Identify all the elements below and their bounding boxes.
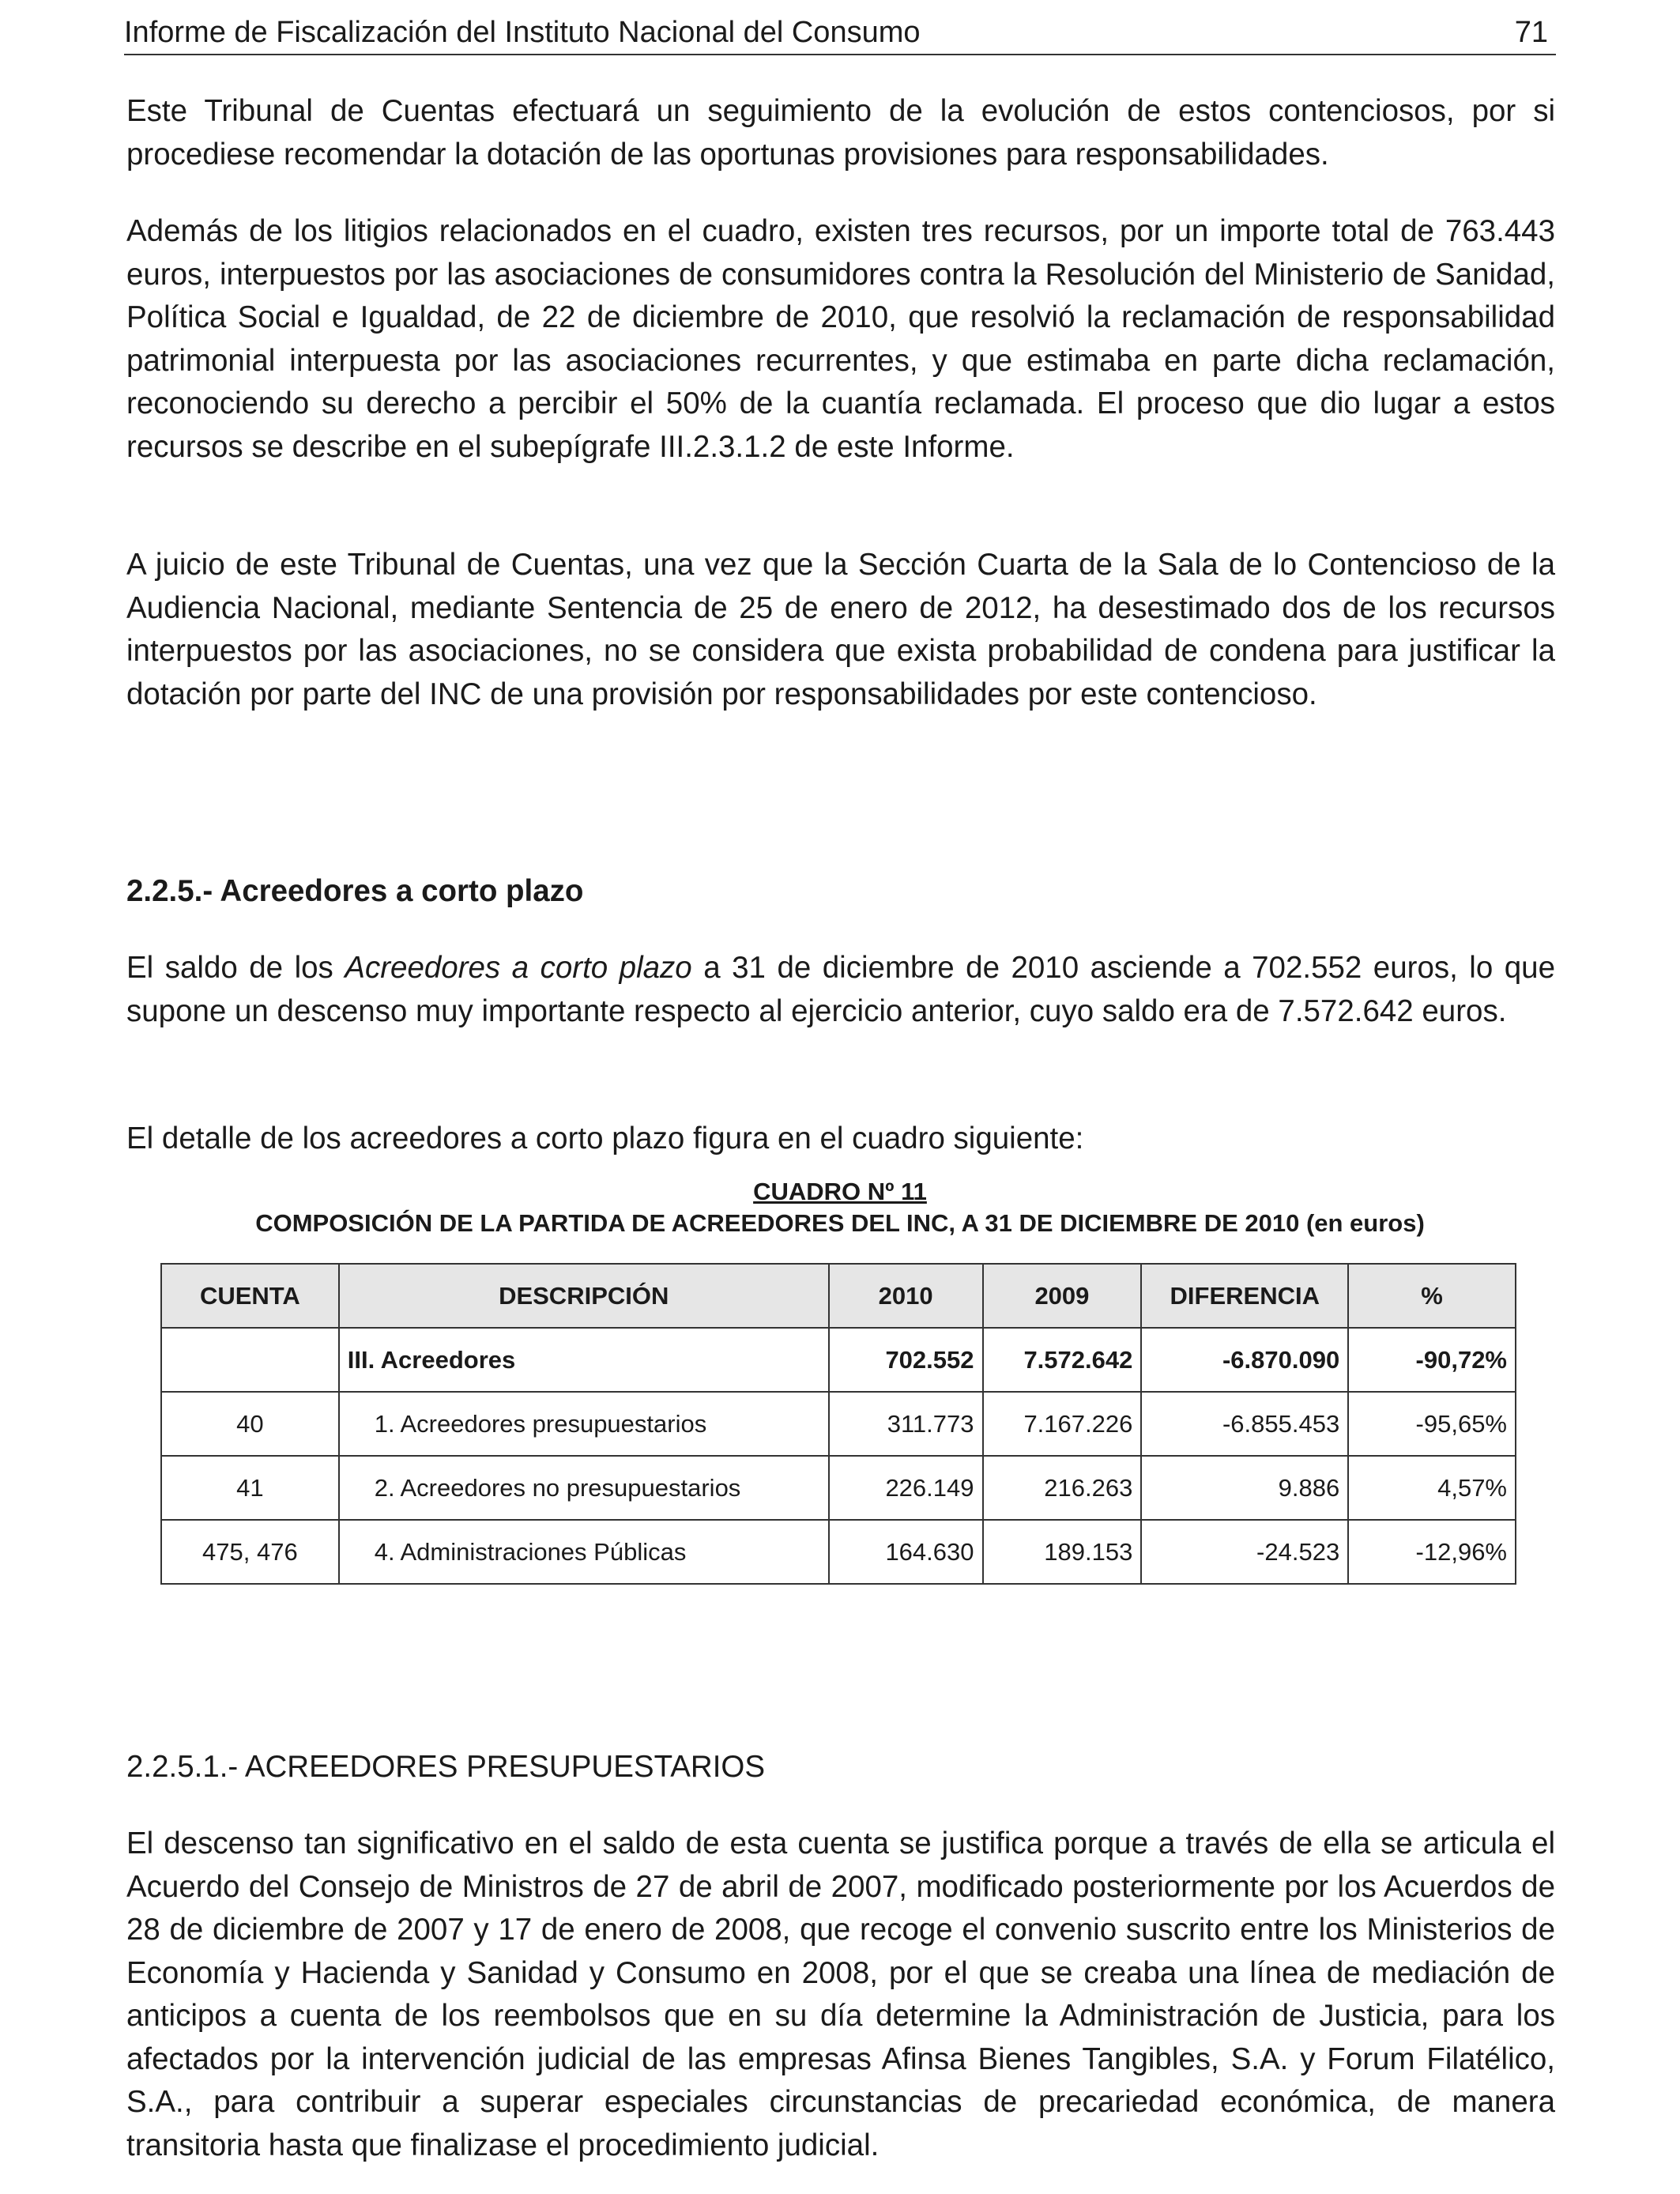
- column-header: 2009: [983, 1264, 1142, 1328]
- table-header-row: [161, 1264, 1516, 1328]
- subsection-heading: 2.2.5.1.- ACREEDORES PRESUPUESTARIOS: [126, 1750, 766, 1784]
- cell-2009: 7.572.642: [983, 1328, 1142, 1392]
- saldo-text-end: a 31 de diciembre de 2010 asciende a 702.552 euros, lo que supone un descenso muy importante respecto al ejercicio anterior, cuyo saldo era de 7.572.642 euros.: [126, 951, 1555, 1028]
- cell-descripcion: 2. Acreedores no presupuestarios: [339, 1456, 829, 1520]
- cell-cuenta: [161, 1328, 339, 1392]
- cell-diferencia: -24.523: [1141, 1520, 1348, 1584]
- cell-cuenta: 41: [161, 1456, 339, 1520]
- section-heading: 2.2.5.- Acreedores a corto plazo: [126, 874, 584, 908]
- cell-porcentaje: -12,96%: [1348, 1520, 1516, 1584]
- cell-diferencia: -6.870.090: [1141, 1328, 1348, 1392]
- paragraph-descenso: El descenso tan significativo en el saldo de esta cuenta se justifica porque a través de ella se articula el Acuerdo del Consejo de Ministros de 27 de abril de 2007, modificado posteriormente por los Acuerdos de 28 de diciembre de 2007 y 17 de enero de 2008, que recoge el convenio suscrito entre los Ministerios de Economía y Hacienda y Sanidad y Consumo en 2008, por el que se creaba una línea de mediación de anticipos a cuenta de los reembolsos que en su día determine la Administración de Justicia, para los afectados por la intervención judicial de las empresas Afinsa Bienes Tangibles, S.A. y Forum Filatélico, S.A., para contribuir a superar especiales circunstancias de precariedad económica, de manera transitoria hasta que finalizase el procedimiento judicial.: [126, 1826, 1555, 2162]
- header-title: Informe de Fiscalización del Instituto Nacional del Consumo: [124, 15, 921, 49]
- table-subtitle: COMPOSICIÓN DE LA PARTIDA DE ACREEDORES DEL INC, A 31 DE DICIEMBRE DE 2010 (en euros): [255, 1209, 1425, 1237]
- cell-2009: 216.263: [983, 1456, 1142, 1520]
- cell-descripcion: 1. Acreedores presupuestarios: [339, 1392, 829, 1456]
- column-header: 2010: [829, 1264, 983, 1328]
- cell-descripcion: 4. Administraciones Públicas: [339, 1520, 829, 1584]
- cell-2009: 7.167.226: [983, 1392, 1142, 1456]
- paragraph-litigios: Además de los litigios relacionados en el cuadro, existen tres recursos, por un importe total de 763.443 euros, interpuestos por las asociaciones de consumidores contra la Resolución del Ministerio de Sanidad, Política Social e Igualdad, de 22 de diciembre de 2010, que resolvió la reclamación de responsabilidad patrimonial interpuesta por las asociaciones recurrentes, y que estimaba en parte dicha reclamación, reconociendo su derecho a percibir el 50% de la cuantía reclamada. El proceso que dio lugar a estos recursos se describe en el subepígrafe III.2.3.1.2 de este Informe.: [126, 214, 1555, 464]
- column-header: CUENTA: [161, 1264, 339, 1328]
- cell-2010: 226.149: [829, 1456, 983, 1520]
- table-title: CUADRO Nº 11: [753, 1178, 927, 1205]
- cell-2010: 702.552: [829, 1328, 983, 1392]
- cell-diferencia: -6.855.453: [1141, 1392, 1348, 1456]
- page-number: 71: [1514, 15, 1548, 49]
- cell-2009: 189.153: [983, 1520, 1142, 1584]
- table-row: [161, 1328, 1516, 1392]
- column-header: DIFERENCIA: [1141, 1264, 1348, 1328]
- table-row: [161, 1456, 1516, 1520]
- page-header: [124, 11, 1556, 55]
- table-row: [161, 1392, 1516, 1456]
- cell-2010: 311.773: [829, 1392, 983, 1456]
- cell-porcentaje: -95,65%: [1348, 1392, 1516, 1456]
- cell-porcentaje: 4,57%: [1348, 1456, 1516, 1520]
- cell-cuenta: 475, 476: [161, 1520, 339, 1584]
- paragraph-saldo: [126, 947, 1555, 1033]
- column-header: DESCRIPCIÓN: [339, 1264, 829, 1328]
- table-row: [161, 1520, 1516, 1584]
- cell-cuenta: 40: [161, 1392, 339, 1456]
- paragraph-seguimiento: Este Tribunal de Cuentas efectuará un seguimiento de la evolución de estos contenciosos, por si procediese recomendar la dotación de las oportunas provisiones para responsabilidades.: [126, 94, 1555, 172]
- acreedores-table: [160, 1263, 1516, 1585]
- cell-2010: 164.630: [829, 1520, 983, 1584]
- cell-diferencia: 9.886: [1141, 1456, 1348, 1520]
- cell-porcentaje: -90,72%: [1348, 1328, 1516, 1392]
- column-header: %: [1348, 1264, 1516, 1328]
- saldo-italic-term: Acreedores a corto plazo: [345, 951, 692, 985]
- paragraph-detalle: El detalle de los acreedores a corto plazo figura en el cuadro siguiente:: [126, 1122, 1084, 1155]
- paragraph-juicio: A juicio de este Tribunal de Cuentas, una vez que la Sección Cuarta de la Sala de lo Contencioso de la Audiencia Nacional, mediante Sentencia de 25 de enero de 2012, ha desestimado dos de los recursos interpuestos por las asociaciones, no se considera que exista probabilidad de condena para justificar la dotación por parte del INC de una provisión por responsabilidades por este contencioso.: [126, 548, 1555, 711]
- cell-descripcion: III. Acreedores: [339, 1328, 829, 1392]
- saldo-text-start: El saldo de los: [126, 951, 345, 985]
